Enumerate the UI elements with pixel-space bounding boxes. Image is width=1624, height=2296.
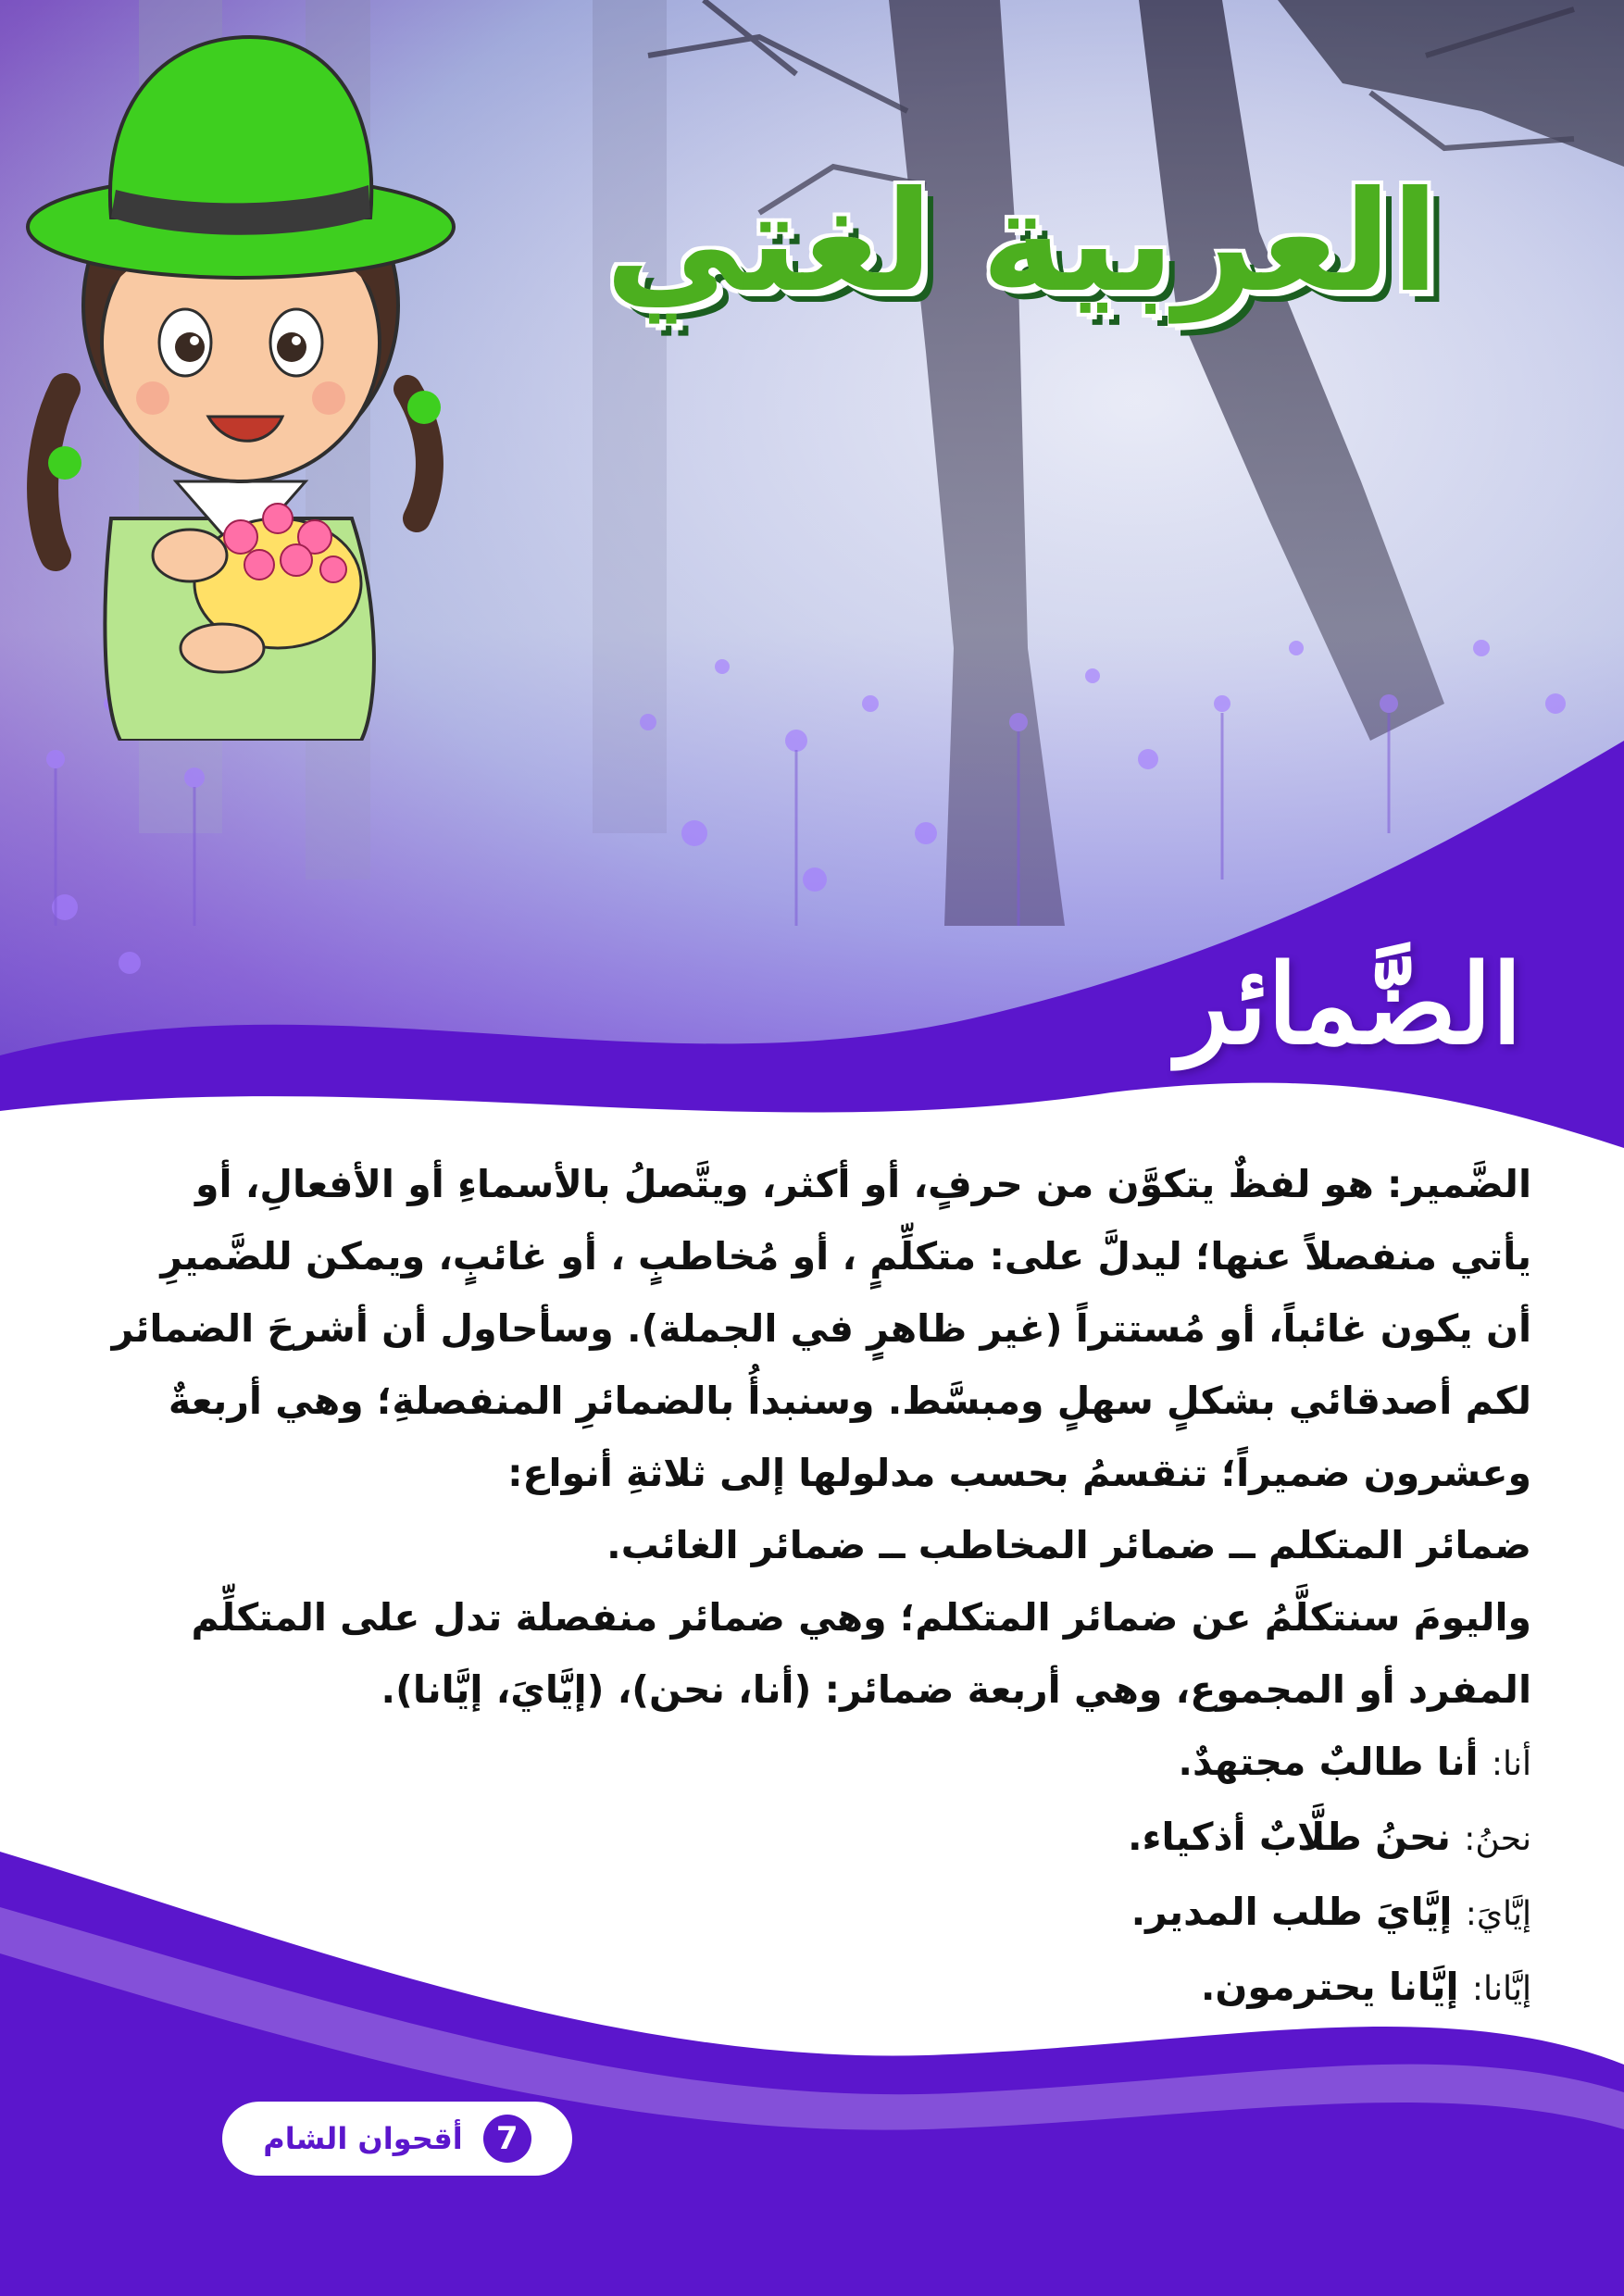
paragraph-line: لكم أصدقائي بشكلٍ سهلٍ ومبسَّط. وسنبدأُ بالضمائرِ المنفصلةِ؛ وهي أربعةٌ bbox=[168, 1379, 1531, 1423]
bottom-purple-wave bbox=[0, 1852, 1624, 2296]
paragraph-line: واليومَ سنتكلَّمُ عن ضمائر المتكلم؛ وهي ضمائر منفصلة تدل على المتكلِّم bbox=[191, 1595, 1531, 1640]
main-title: العربية لغتي bbox=[605, 162, 1439, 323]
section-title: الضَّمائر bbox=[1176, 940, 1522, 1068]
paragraph-line: يأتي منفصلاً عنها؛ ليدلَّ على: متكلِّمٍ ، أو مُخاطبٍ ، أو غائبٍ، ويمكن للضَّميرِ bbox=[160, 1234, 1531, 1279]
example-sentence: إيَّايَ طلب المدير. bbox=[1131, 1890, 1453, 1934]
paragraph-line: الضَّمير: هو لفظٌ يتكوَّن من حرفٍ، أو أكثر، ويتَّصلُ بالأسماءِ أو الأفعالِ، أو bbox=[195, 1162, 1531, 1206]
girl-character-illustration bbox=[0, 0, 481, 741]
example-label: نحنُ: bbox=[1464, 1820, 1531, 1858]
example-label: إيَّانا: bbox=[1471, 1970, 1531, 2008]
paragraph-line: أن يكون غائباً، أو مُستتراً (غير ظاهرٍ في الجملة). وسأحاول أن أشرحَ الضمائر bbox=[111, 1306, 1531, 1351]
paragraph-line: المفرد أو المجموع، وهي أربعة ضمائر: (أنا، نحن)، (إيَّايَ، إيَّانا). bbox=[381, 1667, 1531, 1712]
example-sentence: أنا طالبٌ مجتهدٌ. bbox=[1178, 1740, 1479, 1784]
page-footer-badge bbox=[222, 2102, 572, 2176]
paragraph-line: وعشرون ضميراً؛ تنقسمُ بحسب مدلولها إلى ثلاثةِ أنواع: bbox=[507, 1451, 1531, 1495]
example-sentence: نحنُ طلَّابٌ أذكياء. bbox=[1127, 1815, 1451, 1859]
publisher-name: أقحوان الشام bbox=[263, 2121, 463, 2156]
paragraph-line: ضمائر المتكلم ــ ضمائر المخاطب ــ ضمائر الغائب. bbox=[606, 1523, 1531, 1567]
example-line bbox=[87, 1726, 1531, 1801]
page-number: 7 bbox=[483, 2115, 531, 2163]
example-label: أنا: bbox=[1491, 1745, 1531, 1783]
example-sentence: إيَّانا يحترمون. bbox=[1200, 1965, 1459, 2009]
example-label: إيَّايَ: bbox=[1465, 1895, 1531, 1933]
